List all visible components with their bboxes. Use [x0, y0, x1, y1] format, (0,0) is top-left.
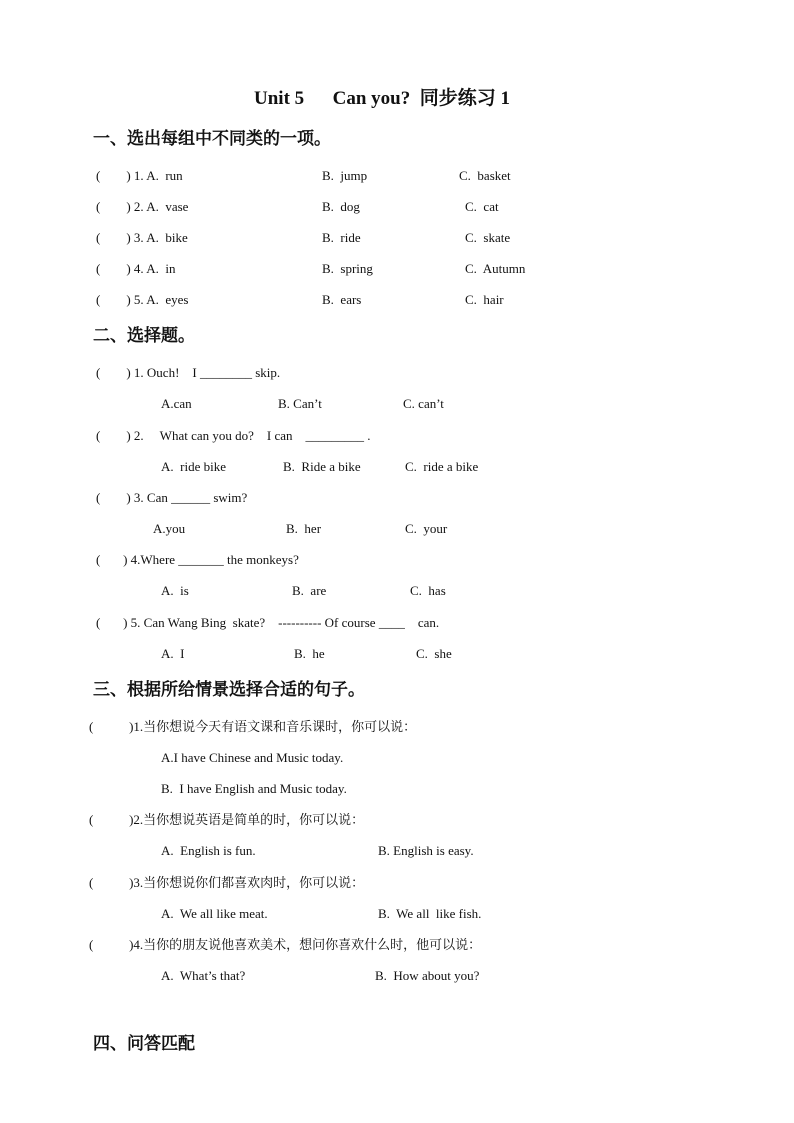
question-stem: ( ) 2. What can you do? I can _________ .: [96, 428, 371, 443]
option-b: B. dog: [322, 199, 360, 214]
question-stem: ( ) 1. A. run: [96, 168, 183, 183]
question-stem: ( )2.当你想说英语是简单的时，你可以说：: [89, 812, 365, 827]
option-a: A.can: [161, 396, 192, 411]
option-b: B. English is easy.: [378, 843, 474, 858]
option-a: A. English is fun.: [161, 843, 256, 858]
question-stem: ( ) 4. A. in: [96, 261, 176, 276]
option-b: B. How about you?: [375, 968, 480, 983]
option-b: B. her: [286, 521, 322, 536]
option-c: C. has: [410, 583, 446, 598]
option-b: B. We all like fish.: [378, 906, 482, 921]
question-stem: ( )1.当你想说今天有语文课和音乐课时，你可以说：: [89, 719, 417, 734]
option-b: B. I have English and Music today.: [161, 781, 347, 796]
option-b: B. are: [292, 583, 327, 598]
option-a: A.I have Chinese and Music today.: [161, 750, 344, 765]
option-c: C. Autumn: [465, 261, 526, 276]
option-c: C. cat: [465, 199, 499, 214]
option-b: B. ride: [322, 230, 361, 245]
option-b: B. Can’t: [278, 396, 322, 411]
option-c: C. can’t: [403, 396, 444, 411]
section-4-heading: 四、问答匹配: [93, 1034, 195, 1053]
option-b: B. ears: [322, 292, 362, 307]
section-2-heading: 二、选择题。: [93, 326, 195, 345]
option-a: A. What’s that?: [161, 968, 246, 983]
option-a: A. We all like meat.: [161, 906, 268, 921]
option-c: C. basket: [459, 168, 511, 183]
option-a: A.you: [153, 521, 186, 536]
section-3-heading: 三、根据所给情景选择合适的句子。: [93, 680, 365, 699]
question-stem: ( ) 5. Can Wang Bing skate? ---------- Of course ____ can.: [96, 615, 440, 630]
page-title: Unit 5 Can you? 同步练习 1: [254, 88, 510, 109]
option-a: A. ride bike: [161, 459, 226, 474]
option-c: C. she: [416, 646, 452, 661]
option-c: C. ride a bike: [405, 459, 479, 474]
option-c: C. skate: [465, 230, 511, 245]
question-stem: ( ) 1. Ouch! I ________ skip.: [96, 365, 281, 380]
question-stem: ( ) 2. A. vase: [96, 199, 189, 214]
question-stem: ( ) 3. Can ______ swim?: [96, 490, 248, 505]
option-b: B. jump: [322, 168, 368, 183]
question-stem: ( )3.当你想说你们都喜欢肉时，你可以说：: [89, 875, 365, 890]
option-c: C. your: [405, 521, 448, 536]
option-b: B. Ride a bike: [283, 459, 361, 474]
option-a: A. I: [161, 646, 185, 661]
option-b: B. he: [294, 646, 325, 661]
option-b: B. spring: [322, 261, 373, 276]
question-stem: ( ) 3. A. bike: [96, 230, 188, 245]
option-c: C. hair: [465, 292, 504, 307]
question-stem: ( ) 5. A. eyes: [96, 292, 189, 307]
question-stem: ( ) 4.Where _______ the monkeys?: [96, 552, 299, 567]
section-1-heading: 一、选出每组中不同类的一项。: [93, 129, 331, 148]
question-stem: ( )4.当你的朋友说他喜欢美术，想问你喜欢什么时，他可以说：: [89, 937, 482, 952]
option-a: A. is: [161, 583, 189, 598]
